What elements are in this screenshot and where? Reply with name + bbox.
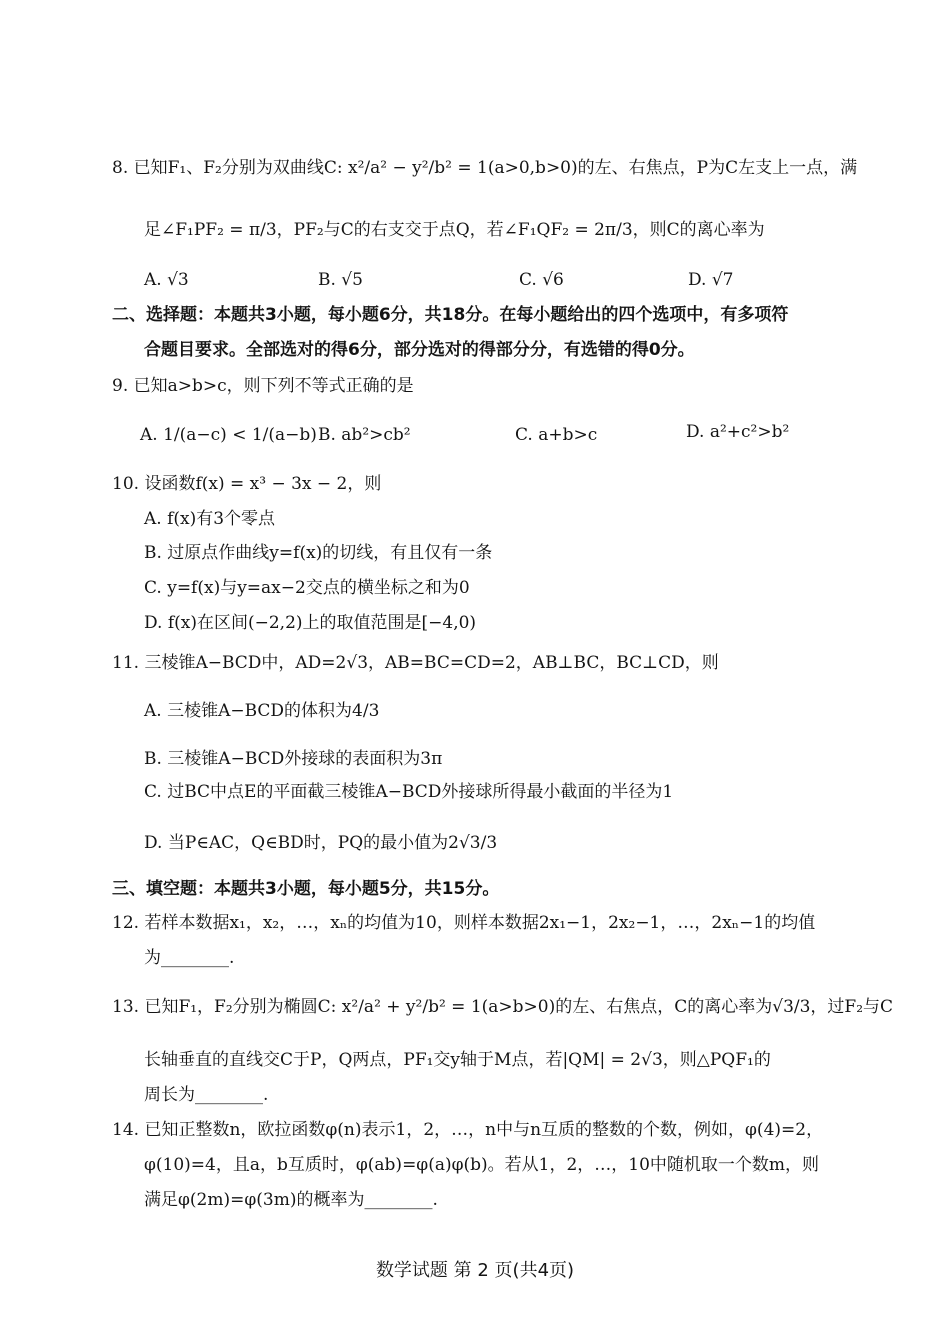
q9-option-a: A. 1/(a−c) < 1/(a−b) [140, 425, 317, 445]
q8-line1: 8. 已知F₁、F₂分别为双曲线C: x²/a² − y²/b² = 1(a>0,b>0)的左、右焦点，P为C左支上一点，满 [112, 158, 858, 178]
q10-option-b: B. 过原点作曲线y=f(x)的切线，有且仅有一条 [144, 543, 493, 563]
q11-option-a: A. 三棱锥A−BCD的体积为4/3 [144, 701, 380, 721]
q14-line1: 14. 已知正整数n，欧拉函数φ(n)表示1，2，…，n中与n互质的整数的个数，例如，φ(4)=2， [112, 1120, 824, 1140]
q13-line2: 长轴垂直的直线交C于P，Q两点，PF₁交y轴于M点，若|QM| = 2√3，则△PQF₁的 [144, 1050, 771, 1070]
q8-line2: 足∠F₁PF₂ = π/3，PF₂与C的右支交于点Q，若∠F₁QF₂ = 2π/3，则C的离心率为 [144, 220, 765, 240]
q10-option-a: A. f(x)有3个零点 [144, 509, 276, 529]
q11-stem: 11. 三棱锥A−BCD中，AD=2√3，AB=BC=CD=2，AB⊥BC，BC⊥CD，则 [112, 653, 719, 673]
q14-line2: φ(10)=4，且a，b互质时，φ(ab)=φ(a)φ(b)。若从1，2，…，10中随机取一个数m，则 [144, 1155, 820, 1175]
q8-option-b: B. √5 [318, 270, 363, 290]
q8-option-d: D. √7 [688, 270, 734, 290]
section2-heading-line1: 二、选择题：本题共3小题，每小题6分，共18分。在每小题给出的四个选项中，有多项符 [112, 305, 789, 325]
q12-line1: 12. 若样本数据x₁，x₂，…，xₙ的均值为10，则样本数据2x₁−1，2x₂−1，…，2xₙ−1的均值 [112, 913, 816, 933]
q9-option-d: D. a²+c²>b² [686, 422, 790, 442]
q11-option-c: C. 过BC中点E的平面截三棱锥A−BCD外接球所得最小截面的半径为1 [144, 782, 674, 802]
q14-line3: 满足φ(2m)=φ(3m)的概率为________. [144, 1190, 438, 1210]
page-footer: 数学试题 第 2 页(共4页) [375, 1260, 575, 1281]
section2-heading-line2: 合题目要求。全部选对的得6分，部分选对的得部分分，有选错的得0分。 [144, 340, 695, 360]
q9-stem: 9. 已知a>b>c，则下列不等式正确的是 [112, 376, 414, 396]
q10-option-c: C. y=f(x)与y=ax−2交点的横坐标之和为0 [144, 578, 470, 598]
section3-heading: 三、填空题：本题共3小题，每小题5分，共15分。 [112, 879, 500, 899]
q12-line2: 为________. [144, 948, 235, 968]
q9-option-c: C. a+b>c [515, 425, 598, 445]
q10-stem: 10. 设函数f(x) = x³ − 3x − 2，则 [112, 474, 382, 494]
q10-option-d: D. f(x)在区间(−2,2)上的取值范围是[−4,0) [144, 613, 477, 633]
q11-option-d: D. 当P∈AC，Q∈BD时，PQ的最小值为2√3/3 [144, 833, 498, 853]
q8-option-a: A. √3 [144, 270, 189, 290]
q8-option-c: C. √6 [519, 270, 564, 290]
q9-option-b: B. ab²>cb² [318, 425, 411, 445]
q11-option-b: B. 三棱锥A−BCD外接球的表面积为3π [144, 749, 443, 769]
q13-line3: 周长为________. [144, 1085, 269, 1105]
q13-line1: 13. 已知F₁，F₂分别为椭圆C: x²/a² + y²/b² = 1(a>b>0)的左、右焦点，C的离心率为√3/3，过F₂与C [112, 997, 894, 1017]
